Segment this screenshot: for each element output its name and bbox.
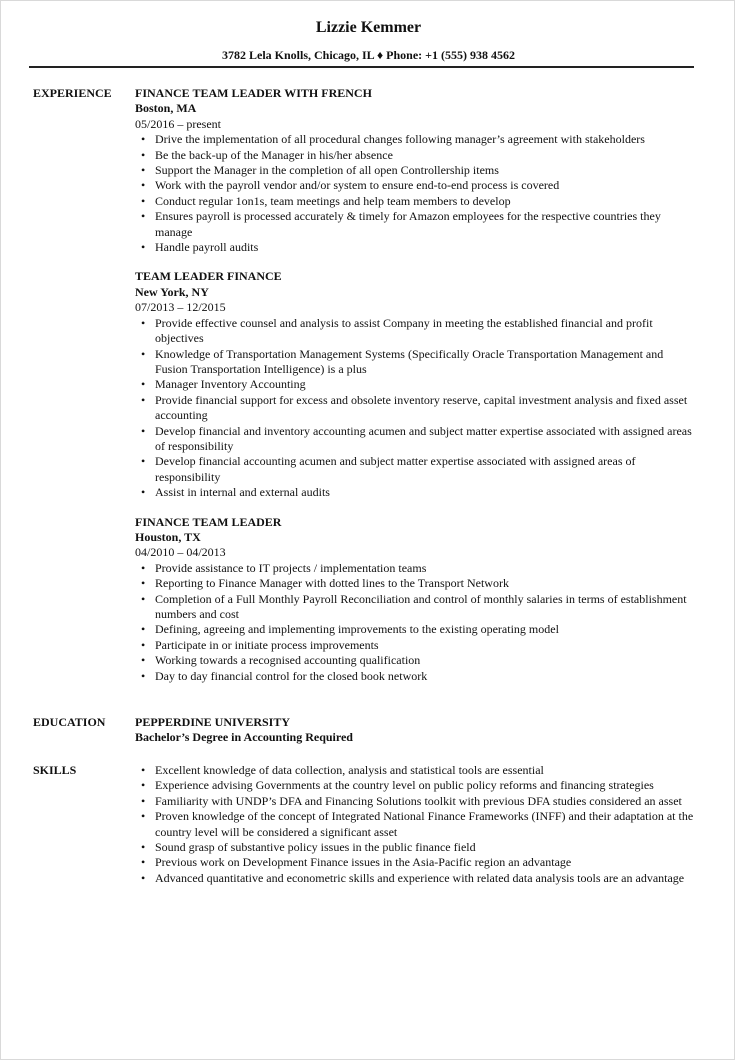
skill-item: • Familiarity with UNDP’s DFA and Financing Solutions toolkit with previous DFA studies considered an asset bbox=[155, 794, 695, 809]
education-body bbox=[135, 715, 695, 746]
bullet-item: • Handle payroll audits bbox=[155, 240, 695, 255]
job-entry bbox=[135, 86, 695, 255]
bullet-item: • Develop financial and inventory accounting acumen and subject matter expertise associated with assigned areas of responsibility bbox=[155, 424, 695, 455]
job-location: New York, NY bbox=[135, 284, 209, 299]
bullet-item: • Provide effective counsel and analysis to assist Company in meeting the established financial and profit objectives bbox=[155, 316, 695, 347]
job-bullets bbox=[135, 316, 695, 501]
experience-heading: EXPERIENCE bbox=[33, 86, 112, 100]
bullet-item: • Manager Inventory Accounting bbox=[155, 377, 695, 392]
experience-body bbox=[135, 86, 695, 698]
job-dates: 07/2013 – 12/2015 bbox=[135, 300, 226, 315]
skill-item: • Excellent knowledge of data collection, analysis and statistical tools are essential bbox=[155, 763, 695, 778]
job-location: Boston, MA bbox=[135, 101, 197, 116]
bullet-item: • Working towards a recognised accounting qualification bbox=[155, 653, 695, 668]
skills-heading: SKILLS bbox=[33, 763, 77, 777]
header-divider bbox=[29, 66, 694, 68]
skills-list bbox=[135, 763, 695, 886]
bullet-item: • Be the back-up of the Manager in his/her absence bbox=[155, 148, 695, 163]
degree: Bachelor’s Degree in Accounting Required bbox=[135, 730, 353, 745]
skill-item: • Proven knowledge of the concept of Integrated National Finance Frameworks (INFF) and their adaptation at the country level will be considered a significant asset bbox=[155, 809, 695, 840]
bullet-item: • Assist in internal and external audits bbox=[155, 485, 695, 500]
job-title: FINANCE TEAM LEADER bbox=[135, 514, 282, 529]
bullet-item: • Defining, agreeing and implementing improvements to the existing operating model bbox=[155, 622, 695, 637]
job-entry bbox=[135, 515, 695, 684]
job-title: FINANCE TEAM LEADER WITH FRENCH bbox=[135, 86, 372, 100]
bullet-item: • Participate in or initiate process improvements bbox=[155, 638, 695, 653]
bullet-item: • Support the Manager in the completion of all open Controllership items bbox=[155, 163, 695, 178]
job-bullets bbox=[135, 132, 695, 255]
skill-item: • Sound grasp of substantive policy issues in the public finance field bbox=[155, 840, 695, 855]
job-dates: 04/2010 – 04/2013 bbox=[135, 545, 226, 560]
bullet-item: • Provide financial support for excess and obsolete inventory reserve, capital investment analysis and fixed asset accounting bbox=[155, 393, 695, 424]
bullet-item: • Day to day financial control for the closed book network bbox=[155, 669, 695, 684]
skills-body bbox=[135, 763, 695, 886]
bullet-item: • Drive the implementation of all procedural changes following manager’s agreement with stakeholders bbox=[155, 132, 695, 147]
bullet-item: • Reporting to Finance Manager with dotted lines to the Transport Network bbox=[155, 576, 695, 591]
bullet-item: • Work with the payroll vendor and/or system to ensure end-to-end process is covered bbox=[155, 178, 695, 193]
skill-item: • Previous work on Development Finance issues in the Asia-Pacific region an advantage bbox=[155, 855, 695, 870]
bullet-item: • Ensures payroll is processed accurately & timely for Amazon employees for the respective countries they manage bbox=[155, 209, 695, 240]
job-location: Houston, TX bbox=[135, 529, 201, 544]
candidate-name: Lizzie Kemmer bbox=[315, 19, 422, 36]
bullet-item: • Conduct regular 1on1s, team meetings and help team members to develop bbox=[155, 194, 695, 209]
job-bullets bbox=[135, 561, 695, 684]
job-dates: 05/2016 – present bbox=[135, 116, 221, 131]
job-entry bbox=[135, 269, 695, 500]
bullet-item: • Provide assistance to IT projects / implementation teams bbox=[155, 561, 695, 576]
contact-line: 3782 Lela Knolls, Chicago, IL ♦ Phone: +1 (555) 938 4562 bbox=[222, 48, 515, 62]
skill-item: • Advanced quantitative and econometric skills and experience with related data analysis tools are an advantage bbox=[155, 871, 695, 886]
bullet-item: • Completion of a Full Monthly Payroll Reconciliation and control of monthly salaries in terms of establishment numbers and cost bbox=[155, 592, 695, 623]
bullet-item: • Develop financial accounting acumen and subject matter expertise associated with assigned areas of responsibility bbox=[155, 454, 695, 485]
school-name: PEPPERDINE UNIVERSITY bbox=[135, 715, 291, 729]
job-title: TEAM LEADER FINANCE bbox=[135, 269, 282, 284]
skill-item: • Experience advising Governments at the country level on public policy reforms and financing strategies bbox=[155, 778, 695, 793]
bullet-item: • Knowledge of Transportation Management Systems (Specifically Oracle Transportation Management and Fusion Transportation Intelligence) is a plus bbox=[155, 347, 695, 378]
education-heading: EDUCATION bbox=[33, 715, 106, 729]
